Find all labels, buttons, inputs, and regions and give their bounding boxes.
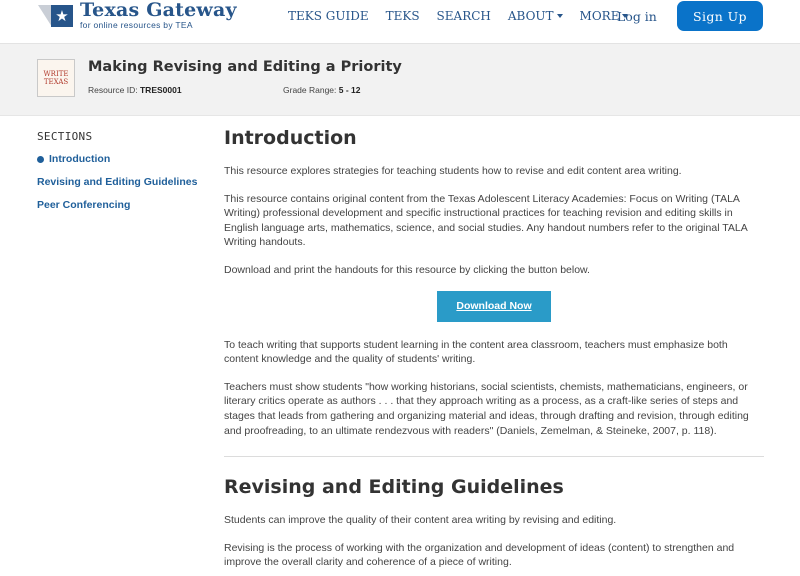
top-navbar [0,0,800,44]
paragraph: Revising is the process of working with the organization and development of ideas (content) to strengthen and improve the overall clarity and coherence of a piece of writing. [224,541,735,569]
star-logo-icon: ★ [38,1,76,31]
guidelines-heading: Revising and Editing Guidelines [224,476,564,499]
resource-thumbnail: WRITE TEXAS [37,59,75,97]
paragraph: This resource explores strategies for teaching students how to revise and edit content area writing. [224,165,682,177]
caret-down-icon [557,14,563,18]
sidebar-item-revising-editing[interactable]: Revising and Editing Guidelines [37,176,198,188]
paragraph: Download and print the handouts for this resource by clicking the button below. [224,263,590,276]
introduction-heading: Introduction [224,127,357,149]
resource-header [0,44,800,116]
resource-title: Making Revising and Editing a Priority [88,59,402,75]
active-dot-icon [37,156,44,163]
grade-range: Grade Range: 5 - 12 [283,85,361,95]
download-now-button[interactable]: Download Now [437,291,551,322]
nav-teks[interactable]: TEKS [385,9,420,23]
login-link[interactable]: Log in [617,9,657,24]
sections-heading: SECTIONS [37,130,93,143]
paragraph: This resource contains original content from the Texas Adolescent Literacy Academies: Focus on Writing (TALA Writing) professional development and specific instructional practices for teaching revision and editing skills in English language arts, mathematics, science, and social studies. Any handout numbers refer to the original TALA Writing handouts. [224,192,748,249]
signup-button[interactable]: Sign Up [677,1,763,31]
main-content [224,126,764,576]
sidebar-item-peer-conferencing[interactable]: Peer Conferencing [37,199,131,211]
paragraph: To teach writing that supports student learning in the content area classroom, teachers must emphasize both content knowledge and the quality of students' writing. [224,338,728,366]
section-divider [224,456,764,457]
logo-subtitle: for online resources by TEA [80,20,193,30]
paragraph: Teachers must show students "how working historians, social scientists, chemists, mathematicians, engineers, or literary critics operate as authors . . . that they approach writing as a process, as a craft-like series of steps and stages that leads from gathering and organizing material and ideas, through drafting and revision, through editing and proofreading, to an ultimate rendezvous with readers" (Daniels, Zemelman, & Steineke, 2007, p. 118). [224,380,749,437]
nav-more[interactable]: MORE [580,9,629,23]
nav-search[interactable]: SEARCH [436,9,491,23]
nav-about[interactable]: ABOUT [508,9,563,23]
sidebar-item-introduction[interactable]: Introduction [37,153,207,165]
resource-id: Resource ID: TRES0001 [88,85,182,95]
sections-sidebar [37,130,207,222]
main-nav [288,9,645,23]
texas-gateway-logo[interactable] [38,1,237,31]
nav-teks-guide[interactable]: TEKS GUIDE [288,9,369,23]
paragraph: Students can improve the quality of their content area writing by revising and editing. [224,514,617,527]
logo-title: Texas Gateway [80,0,237,21]
